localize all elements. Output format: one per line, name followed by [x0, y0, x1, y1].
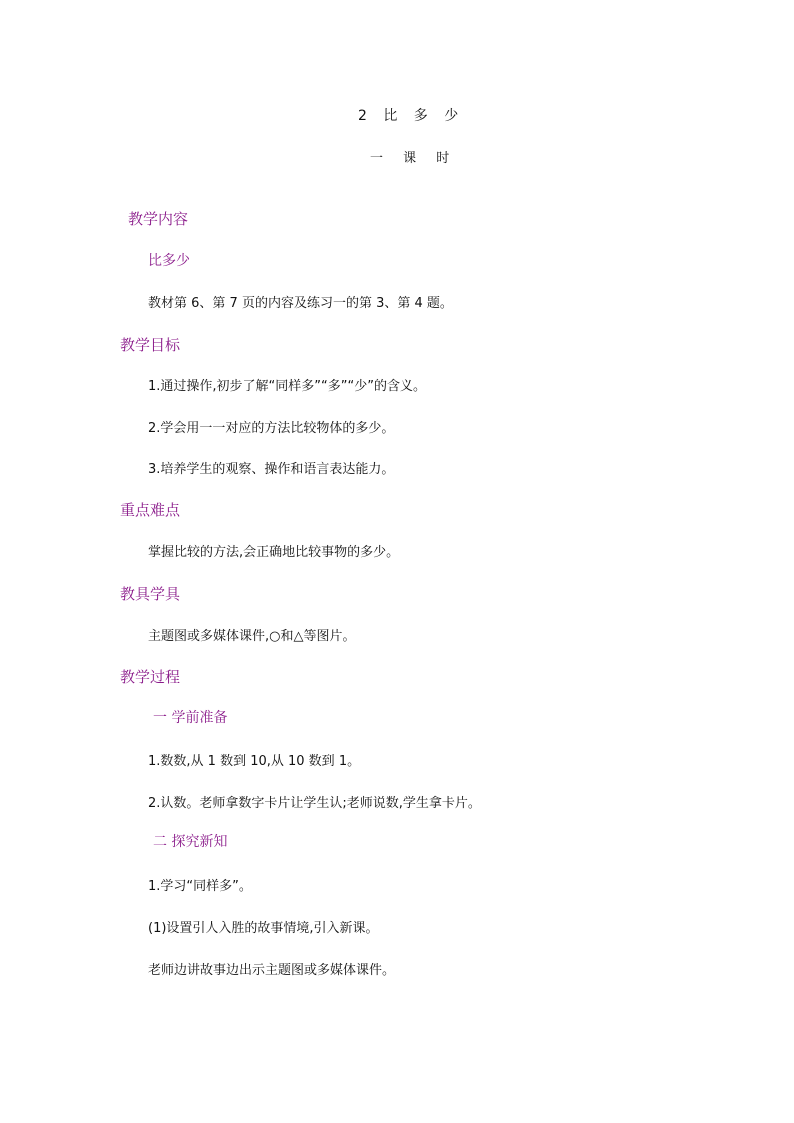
document-subtitle: 一 课 时 — [370, 151, 458, 166]
process-part-1-item-1: 1.数数,从 1 数到 10,从 10 数到 1。 — [148, 754, 361, 769]
subheading-lesson-name: 比多少 — [148, 253, 190, 269]
process-part-1-heading: 一 学前准备 — [153, 710, 228, 726]
section-heading-content: 教学内容 — [128, 210, 189, 228]
section-heading-goals: 教学目标 — [120, 336, 181, 354]
key-points-text: 掌握比较的方法,会正确地比较事物的多少。 — [148, 545, 400, 560]
process-part-2-item-3: 老师边讲故事边出示主题图或多媒体课件。 — [148, 963, 396, 978]
section-heading-process: 教学过程 — [120, 668, 181, 686]
process-part-2-item-2: (1)设置引人入胜的故事情境,引入新课。 — [148, 921, 379, 936]
goal-item-3: 3.培养学生的观察、操作和语言表达能力。 — [148, 462, 395, 477]
document-title: 2 比 多 少 — [358, 108, 465, 124]
tools-text: 主题图或多媒体课件,○和△等图片。 — [148, 629, 356, 644]
goal-item-1: 1.通过操作,初步了解“同样多”“多”“少”的含义。 — [148, 379, 426, 394]
section-heading-key-points: 重点难点 — [120, 501, 181, 519]
process-part-1-item-2: 2.认数。老师拿数字卡片让学生认;老师说数,学生拿卡片。 — [148, 796, 481, 811]
goal-item-2: 2.学会用一一对应的方法比较物体的多少。 — [148, 421, 395, 436]
process-part-2-item-1: 1.学习“同样多”。 — [148, 879, 252, 894]
section-heading-tools: 教具学具 — [120, 585, 181, 603]
content-text: 教材第 6、第 7 页的内容及练习一的第 3、第 4 题。 — [148, 296, 453, 311]
process-part-2-heading: 二 探究新知 — [153, 834, 228, 850]
